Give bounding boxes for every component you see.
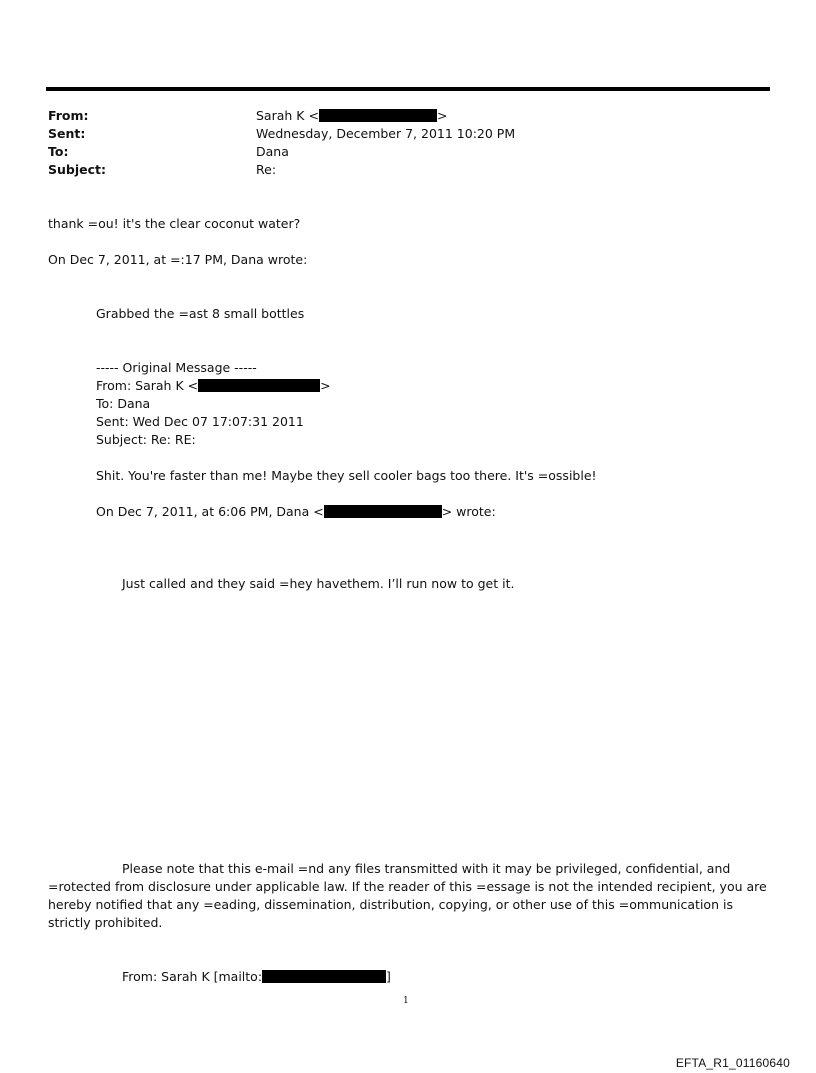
footer-from-suffix: ] bbox=[386, 969, 391, 984]
original-from bbox=[96, 377, 331, 395]
subject-label: Subject: bbox=[48, 162, 106, 177]
original-from-prefix: From: Sarah K < bbox=[96, 378, 199, 393]
to-value: Dana bbox=[256, 144, 289, 159]
legal-disclaimer: Please note that this e-mail =nd any files transmitted with it may be privileged, confidential, and =rotected from disclosure under applicable law. If the reader of this =essage is not the intended recipient, you are hereby notified that any =eading, dissemination, distribution, copying, or other use of this =ommunication is strictly prohibited. bbox=[48, 861, 767, 930]
from-value bbox=[256, 107, 447, 125]
subject-value: Re: bbox=[256, 162, 277, 177]
dana-intro-suffix: > wrote: bbox=[441, 504, 496, 519]
dana-reply: Grabbed the =ast 8 small bottles bbox=[96, 306, 305, 321]
original-subject: Subject: Re: RE: bbox=[96, 432, 196, 447]
bates-number: EFTA_R1_01160640 bbox=[675, 1056, 790, 1070]
redaction-box bbox=[319, 109, 437, 122]
footer-from bbox=[122, 968, 391, 986]
redaction-box bbox=[324, 505, 442, 518]
from-name: Sarah K < bbox=[256, 108, 319, 123]
sarah-message: Shit. You're faster than me! Maybe they sell cooler bags too there. It's =ossible! bbox=[96, 468, 597, 483]
dana-intro-prefix: On Dec 7, 2011, at 6:06 PM, Dana < bbox=[96, 504, 324, 519]
original-message-header: ----- Original Message ----- bbox=[96, 360, 257, 375]
quote-intro: On Dec 7, 2011, at =:17 PM, Dana wrote: bbox=[48, 252, 308, 267]
page-number: 1 bbox=[403, 996, 409, 1006]
original-sent: Sent: Wed Dec 07 17:07:31 2011 bbox=[96, 414, 304, 429]
redaction-box bbox=[198, 379, 320, 392]
redaction-box bbox=[262, 970, 386, 983]
footer-from-prefix: From: Sarah K [mailto: bbox=[122, 969, 263, 984]
original-from-close: > bbox=[320, 378, 331, 393]
from-close: > bbox=[436, 108, 448, 123]
header-rule bbox=[46, 87, 770, 91]
sent-value: Wednesday, December 7, 2011 10:20 PM bbox=[256, 126, 516, 141]
to-label: To: bbox=[48, 144, 69, 159]
dana-message: Just called and they said =hey havethem. I’ll run now to get it. bbox=[122, 576, 515, 591]
sent-label: Sent: bbox=[48, 126, 86, 141]
original-to: To: Dana bbox=[96, 396, 151, 411]
from-label: From: bbox=[48, 108, 89, 123]
reply-line: thank =ou! it's the clear coconut water? bbox=[48, 216, 301, 231]
dana-intro bbox=[96, 503, 496, 521]
